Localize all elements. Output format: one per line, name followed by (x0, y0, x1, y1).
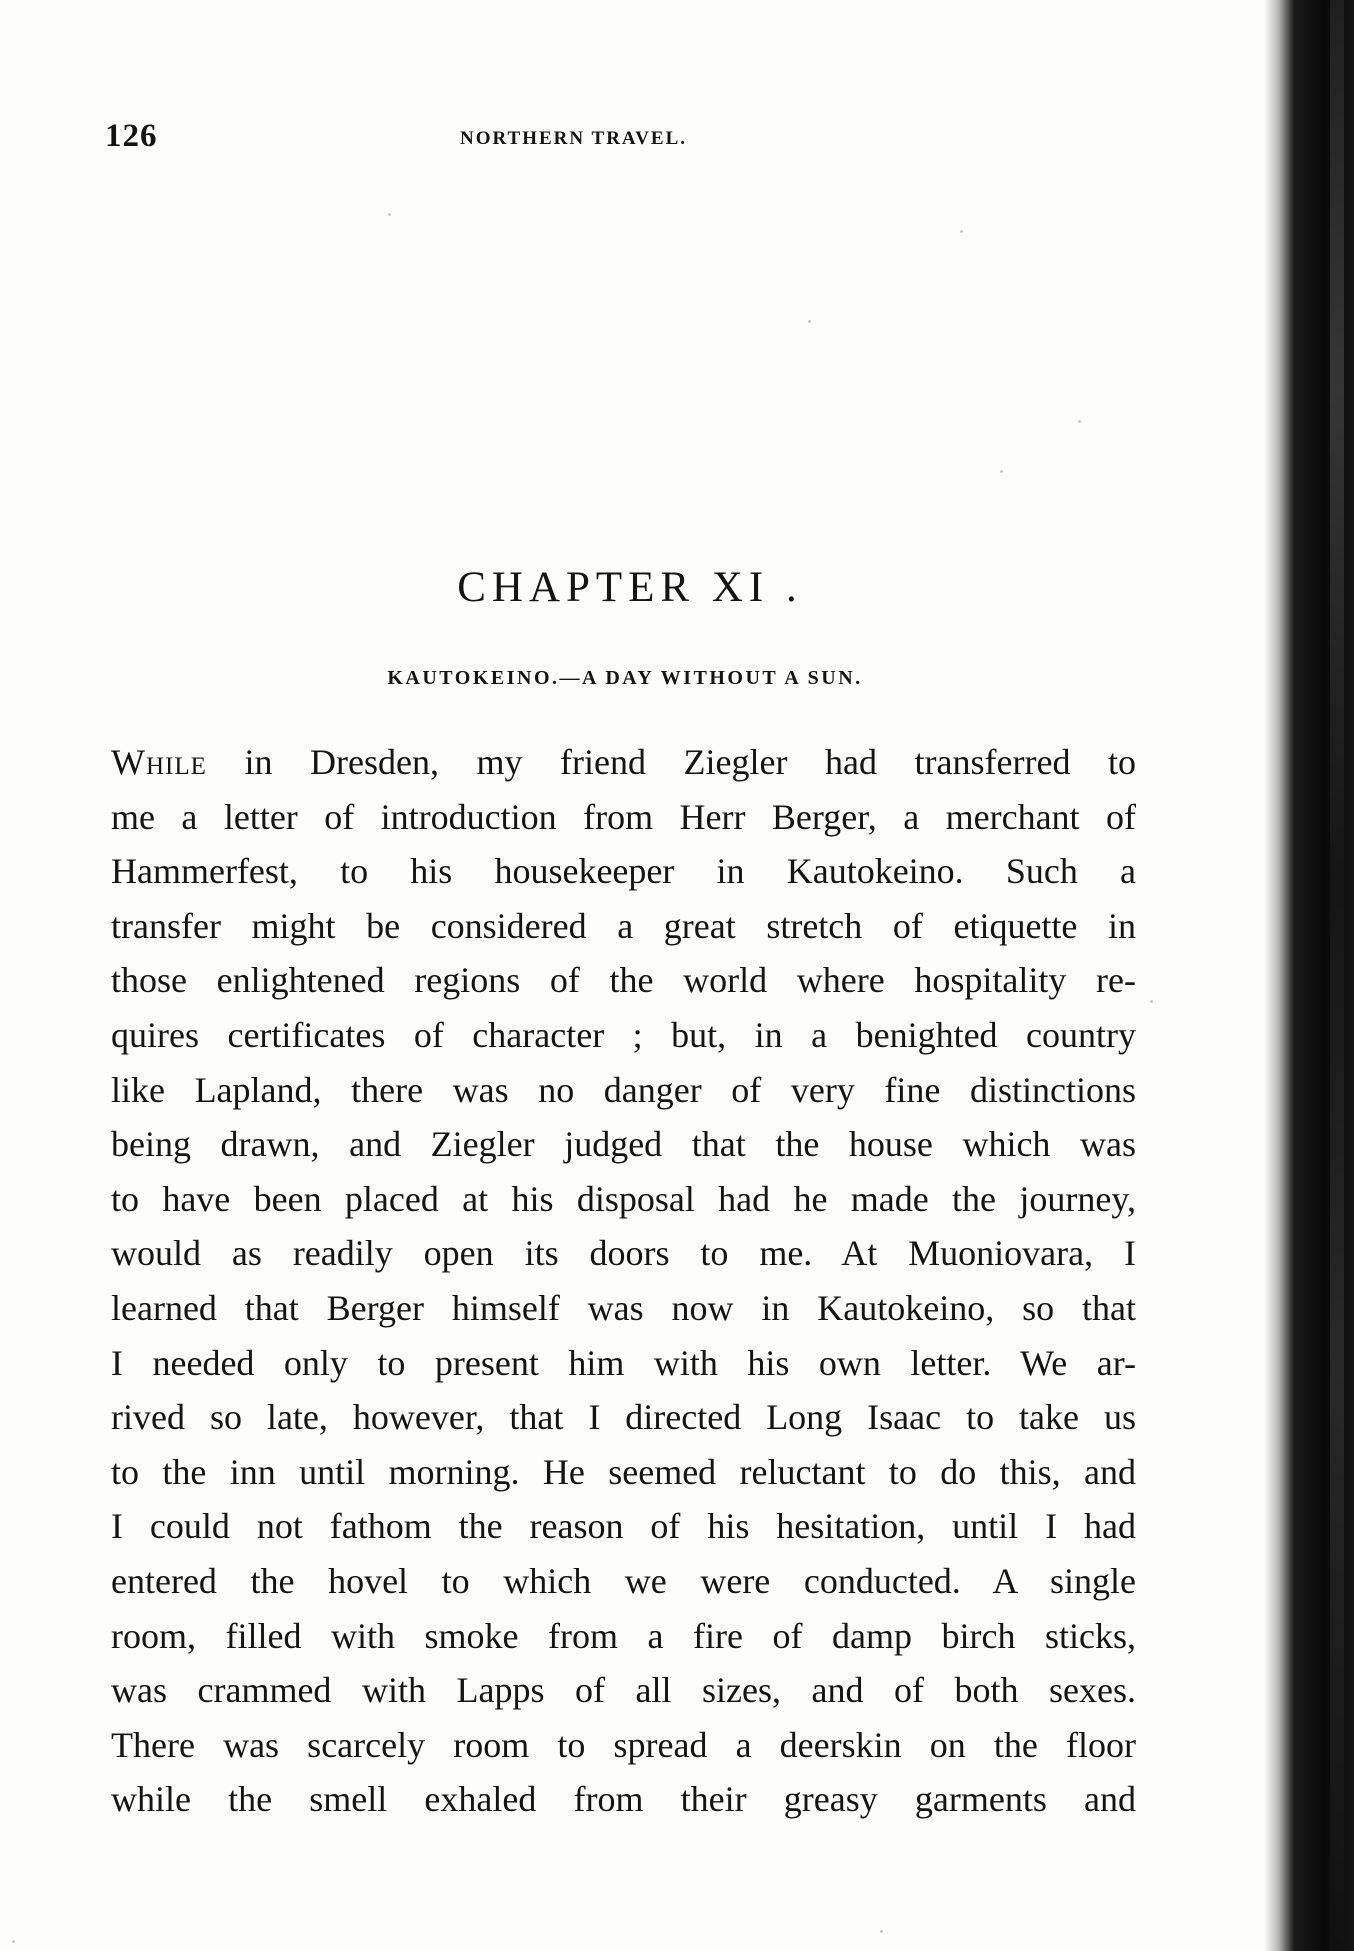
running-header (105, 118, 985, 158)
scan-speckle (808, 320, 811, 323)
text-line: me a letter of introduction from Herr Berger, a merchant of (111, 796, 1136, 837)
binding-edge (1330, 0, 1344, 1951)
scan-speckle (880, 1930, 883, 1933)
text-line: would as readily open its doors to me. At Muoniovara, I (111, 1233, 1136, 1274)
text-line-content: in Dresden, my friend Ziegler had transferred to (206, 742, 1136, 782)
scan-speckle (1150, 1000, 1153, 1003)
text-line: room, filled with smoke from a fire of damp birch sticks, (111, 1615, 1136, 1656)
text-line: to have been placed at his disposal had he made the journey, (111, 1178, 1136, 1219)
text-line: entered the hovel to which we were conducted. A single (111, 1560, 1136, 1601)
text-line: being drawn, and Ziegler judged that the house which was (111, 1124, 1136, 1165)
text-line: like Lapland, there was no danger of very fine distinctions (111, 1069, 1136, 1110)
text-line: Hammerfest, to his housekeeper in Kautokeino. Such a (111, 851, 1136, 892)
text-line: rived so late, however, that I directed Long Isaac to take us (111, 1397, 1136, 1438)
text-line: was crammed with Lapps of all sizes, and of both sexes. (111, 1670, 1136, 1711)
scan-speckle (1078, 420, 1081, 423)
page-number: 126 (105, 118, 158, 154)
text-line: transfer might be considered a great stretch of etiquette in (111, 905, 1136, 946)
scan-speckle (388, 213, 391, 216)
text-line: There was scarcely room to spread a deerskin on the floor (111, 1724, 1136, 1765)
text-line: I could not fathom the reason of his hesitation, until I had (111, 1506, 1136, 1547)
text-line: learned that Berger himself was now in Kautokeino, so that (111, 1287, 1136, 1328)
text-line: those enlightened regions of the world where hospitality re- (111, 960, 1136, 1001)
opening-word: While (111, 742, 207, 782)
scan-speckle (960, 230, 963, 233)
chapter-title: CHAPTER XI . (457, 564, 803, 611)
text-line: quires certificates of character ; but, in a benighted country (111, 1014, 1136, 1055)
text-line: I needed only to present him with his own letter. We ar- (111, 1342, 1136, 1383)
body-paragraph (111, 735, 1136, 1827)
text-line: to the inn until morning. He seemed reluctant to do this, and (111, 1451, 1136, 1492)
running-title: NORTHERN TRAVEL. (460, 128, 688, 149)
text-line (111, 735, 1136, 790)
scan-speckle (12, 1940, 15, 1943)
text-line: while the smell exhaled from their greasy garments and (111, 1779, 1136, 1820)
chapter-subtitle: KAUTOKEINO.—A DAY WITHOUT A SUN. (387, 667, 863, 689)
scan-speckle (1000, 470, 1003, 473)
